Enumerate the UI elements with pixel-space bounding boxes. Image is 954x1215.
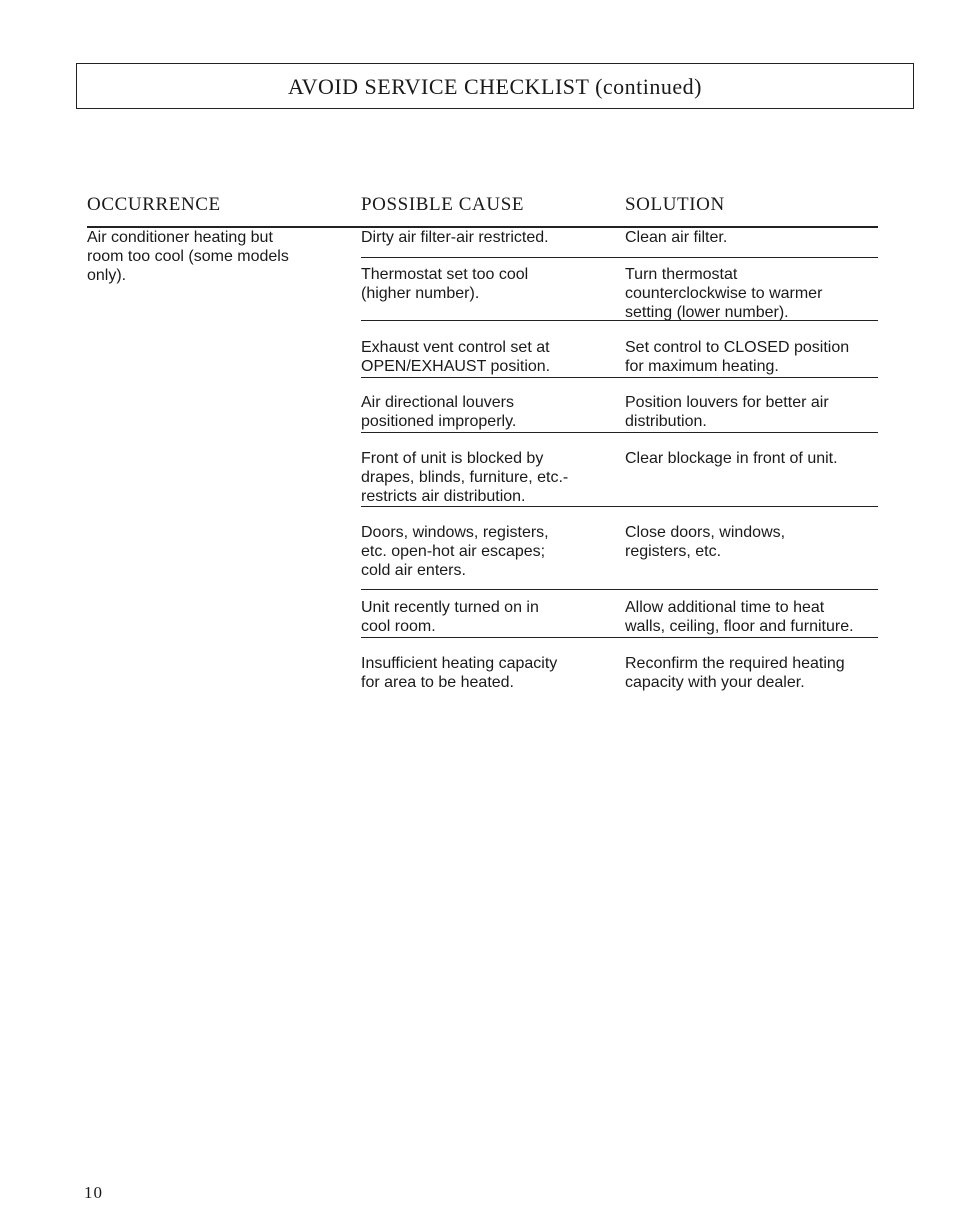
occurrence-text: Air conditioner heating but room too cool (some models only). bbox=[87, 229, 289, 284]
row-divider bbox=[361, 589, 878, 590]
cause-cell: Doors, windows, registers, etc. open-hot air escapes; cold air enters. bbox=[361, 524, 549, 579]
row-divider bbox=[361, 320, 878, 321]
column-header-solution: SOLUTION bbox=[625, 194, 725, 215]
cause-cell: Insufficient heating capacity for area to be heated. bbox=[361, 655, 558, 691]
solution-cell: Turn thermostat counterclockwise to warmer setting (lower number). bbox=[625, 266, 823, 321]
row-divider bbox=[361, 506, 878, 507]
page-number: 10 bbox=[84, 1183, 103, 1202]
solution-cell: Clean air filter. bbox=[625, 229, 728, 246]
solution-cell: Clear blockage in front of unit. bbox=[625, 450, 838, 467]
page-title: AVOID SERVICE CHECKLIST (continued) bbox=[288, 74, 702, 99]
cause-cell: Exhaust vent control set at OPEN/EXHAUST position. bbox=[361, 339, 551, 375]
solution-cell: Allow additional time to heat walls, ceiling, floor and furniture. bbox=[625, 599, 854, 635]
cause-cell: Dirty air filter-air restricted. bbox=[361, 229, 549, 246]
title-box bbox=[76, 63, 914, 109]
cause-cell: Thermostat set too cool (higher number). bbox=[361, 266, 529, 302]
solution-cell: Set control to CLOSED position for maximum heating. bbox=[625, 339, 850, 375]
row-divider bbox=[361, 432, 878, 433]
column-header-possible-cause: POSSIBLE CAUSE bbox=[361, 194, 525, 215]
cause-cell: Front of unit is blocked by drapes, blinds, furniture, etc.- restricts air distribution. bbox=[361, 450, 569, 505]
solution-cell: Position louvers for better air distribution. bbox=[625, 394, 829, 430]
solution-cell: Reconfirm the required heating capacity with your dealer. bbox=[625, 655, 845, 691]
cause-cell: Unit recently turned on in cool room. bbox=[361, 599, 539, 635]
column-header-occurrence: OCCURRENCE bbox=[87, 194, 221, 215]
solution-cell: Close doors, windows, registers, etc. bbox=[625, 524, 786, 560]
row-divider bbox=[361, 257, 878, 258]
row-divider bbox=[361, 637, 878, 638]
cause-cell: Air directional louvers positioned improperly. bbox=[361, 394, 517, 430]
row-divider bbox=[361, 377, 878, 378]
